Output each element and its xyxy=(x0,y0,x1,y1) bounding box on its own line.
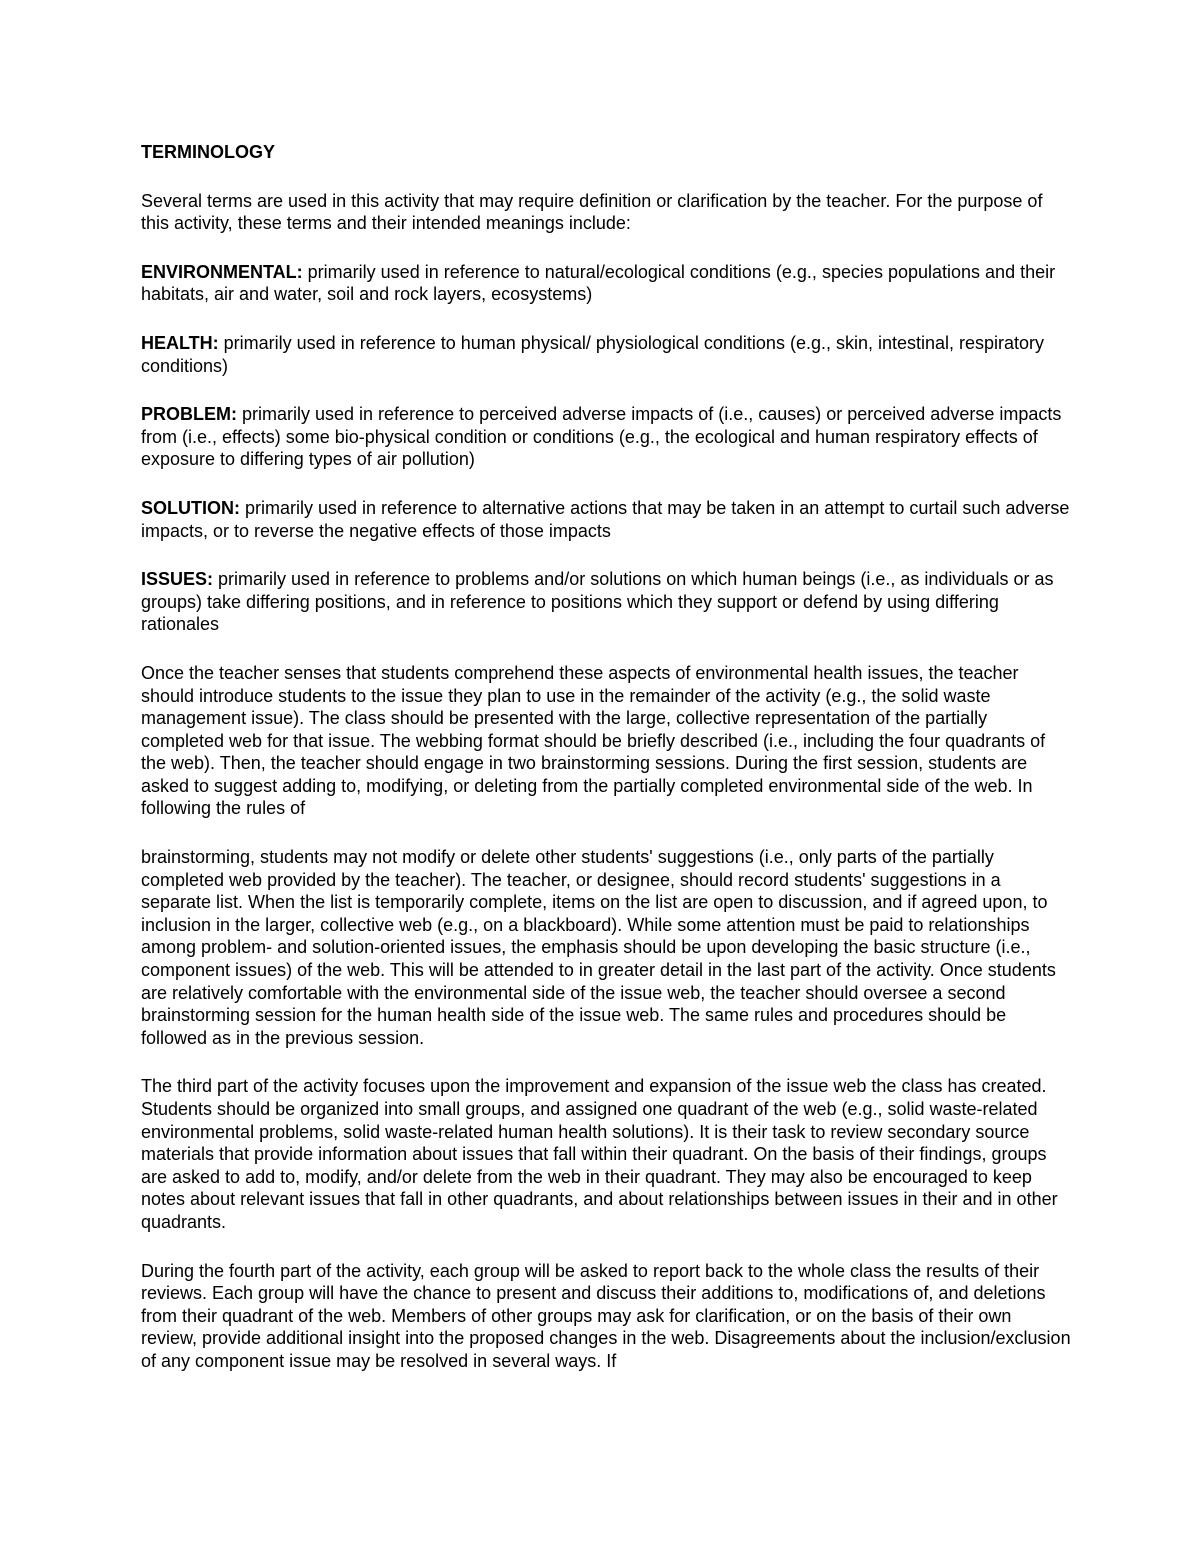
term-solution xyxy=(141,497,1071,542)
term-label: ENVIRONMENTAL: xyxy=(141,261,303,282)
term-definition: primarily used in reference to human physical/ physiological conditions (e.g., skin, intestinal, respiratory conditions) xyxy=(141,332,1045,376)
intro-paragraph: Several terms are used in this activity that may require definition or clarification by the teacher. For the purpose of this activity, these terms and their intended meanings include: xyxy=(141,190,1043,234)
term-definition: primarily used in reference to problems and/or solutions on which human beings (i.e., as individuals or as groups) take differing positions, and in reference to positions which they support or defend by using differing rationales xyxy=(141,569,1054,635)
term-problem xyxy=(141,403,1071,471)
page-title: TERMINOLOGY xyxy=(141,142,275,162)
term-definition: primarily used in reference to alternative actions that may be taken in an attempt to curtail such adverse impacts, or to reverse the negative effects of those impacts xyxy=(141,497,1070,541)
body-paragraph: During the fourth part of the activity, each group will be asked to report back to the whole class the results of their reviews. Each group will have the chance to present and discuss their additions to, modifications of, and deletions from their quadrant of the web. Members of other groups may ask for clarification, or on the basis of their own review, provide additional insight into the proposed changes in the web. Disagreements about the inclusion/exclusion of any component issue may be resolved in several ways. If xyxy=(141,1260,1071,1371)
term-definition: primarily used in reference to perceived adverse impacts of (i.e., causes) or perceived adverse impacts from (i.e., effects) some bio-physical condition or conditions (e.g., the ecological and human respiratory effects of exposure to differing types of air pollution) xyxy=(141,404,1062,470)
body-paragraph: The third part of the activity focuses upon the improvement and expansion of the issue web the class has created. Students should be organized into small groups, and assigned one quadrant of the web (e.g., solid waste-related environmental problems, solid waste-related human health solutions). It is their task to review secondary source materials that provide information about issues that fall within their quadrant. On the basis of their findings, groups are asked to add to, modify, and/or delete from the web in their quadrant. They may also be encouraged to keep notes about relevant issues that fall in other quadrants, and about relationships between issues in their and in other quadrants. xyxy=(141,1076,1058,1232)
term-issues xyxy=(141,568,1071,636)
term-label: HEALTH: xyxy=(141,332,219,353)
body-paragraph: Once the teacher senses that students comprehend these aspects of environmental health issues, the teacher should introduce students to the issue they plan to use in the remainder of the activity (e.g., the solid waste management issue). The class should be presented with the large, collective representation of the partially completed web for that issue. The webbing format should be briefly described (i.e., including the four quadrants of the web). Then, the teacher should engage in two brainstorming sessions. During the first session, students are asked to suggest adding to, modifying, or deleting from the partially completed environmental side of the web. In following the rules of xyxy=(141,662,1046,819)
body-paragraph: brainstorming, students may not modify or delete other students' suggestions (i.e., only parts of the partially completed web provided by the teacher). The teacher, or designee, should record students' suggestions in a separate list. When the list is temporarily complete, items on the list are open to discussion, and if agreed upon, to inclusion in the larger, collective web (e.g., on a blackboard). While some attention must be paid to relationships among problem- and solution-oriented issues, the emphasis should be upon developing the basic structure (i.e., component issues) of the web. This will be attended to in greater detail in the last part of the activity. Once students are relatively comfortable with the environmental side of the issue web, the teacher should oversee a second brainstorming session for the human health side of the issue web. The same rules and procedures should be followed as in the previous session. xyxy=(141,847,1056,1048)
document-page xyxy=(141,141,1071,1399)
term-health xyxy=(141,332,1071,377)
term-label: PROBLEM: xyxy=(141,404,237,425)
term-label: ISSUES: xyxy=(141,569,214,590)
term-definition: primarily used in reference to natural/ecological conditions (e.g., species populations and their habitats, air and water, soil and rock layers, ecosystems) xyxy=(141,261,1056,305)
term-environmental xyxy=(141,261,1071,306)
term-label: SOLUTION: xyxy=(141,497,240,518)
